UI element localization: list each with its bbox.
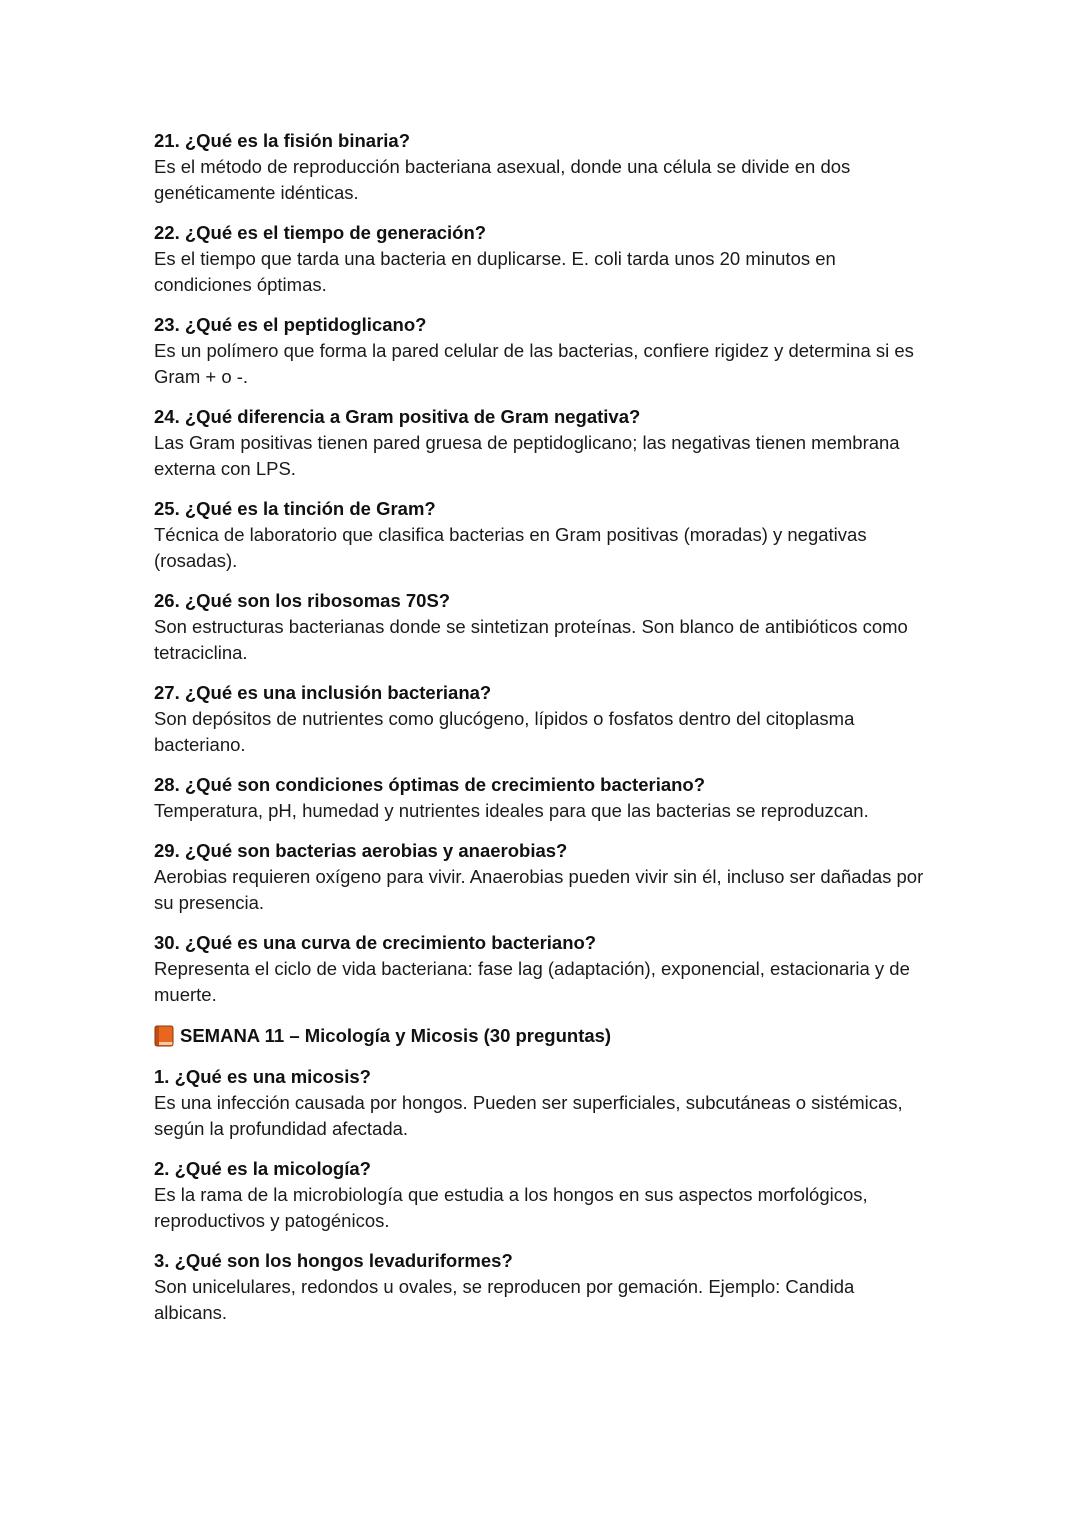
answer: Es el tiempo que tarda una bacteria en duplicarse. E. coli tarda unos 20 minutos en condiciones óptimas.: [154, 248, 836, 295]
question: 26. ¿Qué son los ribosomas 70S?: [154, 590, 451, 611]
question: 23. ¿Qué es el peptidoglicano?: [154, 314, 427, 335]
question: 1. ¿Qué es una micosis?: [154, 1066, 371, 1087]
qa-item: [154, 588, 930, 666]
qa-item: [154, 1248, 930, 1326]
qa-item: [154, 930, 930, 1008]
question: 28. ¿Qué son condiciones óptimas de crecimiento bacteriano?: [154, 774, 706, 795]
qa-list-bacteria: [154, 128, 930, 1008]
answer: Son unicelulares, redondos u ovales, se reproducen por gemación. Ejemplo: Candida albicans.: [154, 1276, 855, 1323]
answer: Es una infección causada por hongos. Pueden ser superficiales, subcutáneas o sistémicas, según la profundidad afectada.: [154, 1092, 903, 1139]
answer: Las Gram positivas tienen pared gruesa de peptidoglicano; las negativas tienen membrana externa con LPS.: [154, 432, 900, 479]
answer: Temperatura, pH, humedad y nutrientes ideales para que las bacterias se reproduzcan.: [154, 800, 869, 821]
qa-item: [154, 680, 930, 758]
question: 3. ¿Qué son los hongos levaduriformes?: [154, 1250, 513, 1271]
answer: Son depósitos de nutrientes como glucógeno, lípidos o fosfatos dentro del citoplasma bacteriano.: [154, 708, 855, 755]
question: 27. ¿Qué es una inclusión bacteriana?: [154, 682, 492, 703]
qa-list-micologia: [154, 1064, 930, 1326]
answer: Es un polímero que forma la pared celular de las bacterias, confiere rigidez y determina si es Gram + o -.: [154, 340, 914, 387]
book-icon: [154, 1025, 174, 1047]
qa-item: [154, 312, 930, 390]
qa-item: [154, 404, 930, 482]
qa-item: [154, 1156, 930, 1234]
answer: Representa el ciclo de vida bacteriana: fase lag (adaptación), exponencial, estacionaria y de muerte.: [154, 958, 910, 1005]
qa-item: [154, 1064, 930, 1142]
answer: Son estructuras bacterianas donde se sintetizan proteínas. Son blanco de antibióticos como tetraciclina.: [154, 616, 908, 663]
question: 30. ¿Qué es una curva de crecimiento bacteriano?: [154, 932, 597, 953]
answer: Es el método de reproducción bacteriana asexual, donde una célula se divide en dos genéticamente idénticas.: [154, 156, 851, 203]
qa-item: [154, 220, 930, 298]
answer: Técnica de laboratorio que clasifica bacterias en Gram positivas (moradas) y negativas (rosadas).: [154, 524, 867, 571]
question: 2. ¿Qué es la micología?: [154, 1158, 371, 1179]
answer: Es la rama de la microbiología que estudia a los hongos en sus aspectos morfológicos, reproductivos y patogénicos.: [154, 1184, 868, 1231]
question: 25. ¿Qué es la tinción de Gram?: [154, 498, 436, 519]
qa-item: [154, 838, 930, 916]
qa-item: [154, 128, 930, 206]
section-title: SEMANA 11 – Micología y Micosis (30 preguntas): [180, 1025, 612, 1046]
question: 21. ¿Qué es la fisión binaria?: [154, 130, 410, 151]
answer: Aerobias requieren oxígeno para vivir. Anaerobias pueden vivir sin él, incluso ser dañadas por su presencia.: [154, 866, 924, 913]
section-heading: [154, 1022, 930, 1050]
question: 22. ¿Qué es el tiempo de generación?: [154, 222, 487, 243]
question: 29. ¿Qué son bacterias aerobias y anaerobias?: [154, 840, 568, 861]
qa-item: [154, 772, 930, 824]
question: 24. ¿Qué diferencia a Gram positiva de Gram negativa?: [154, 406, 641, 427]
qa-item: [154, 496, 930, 574]
